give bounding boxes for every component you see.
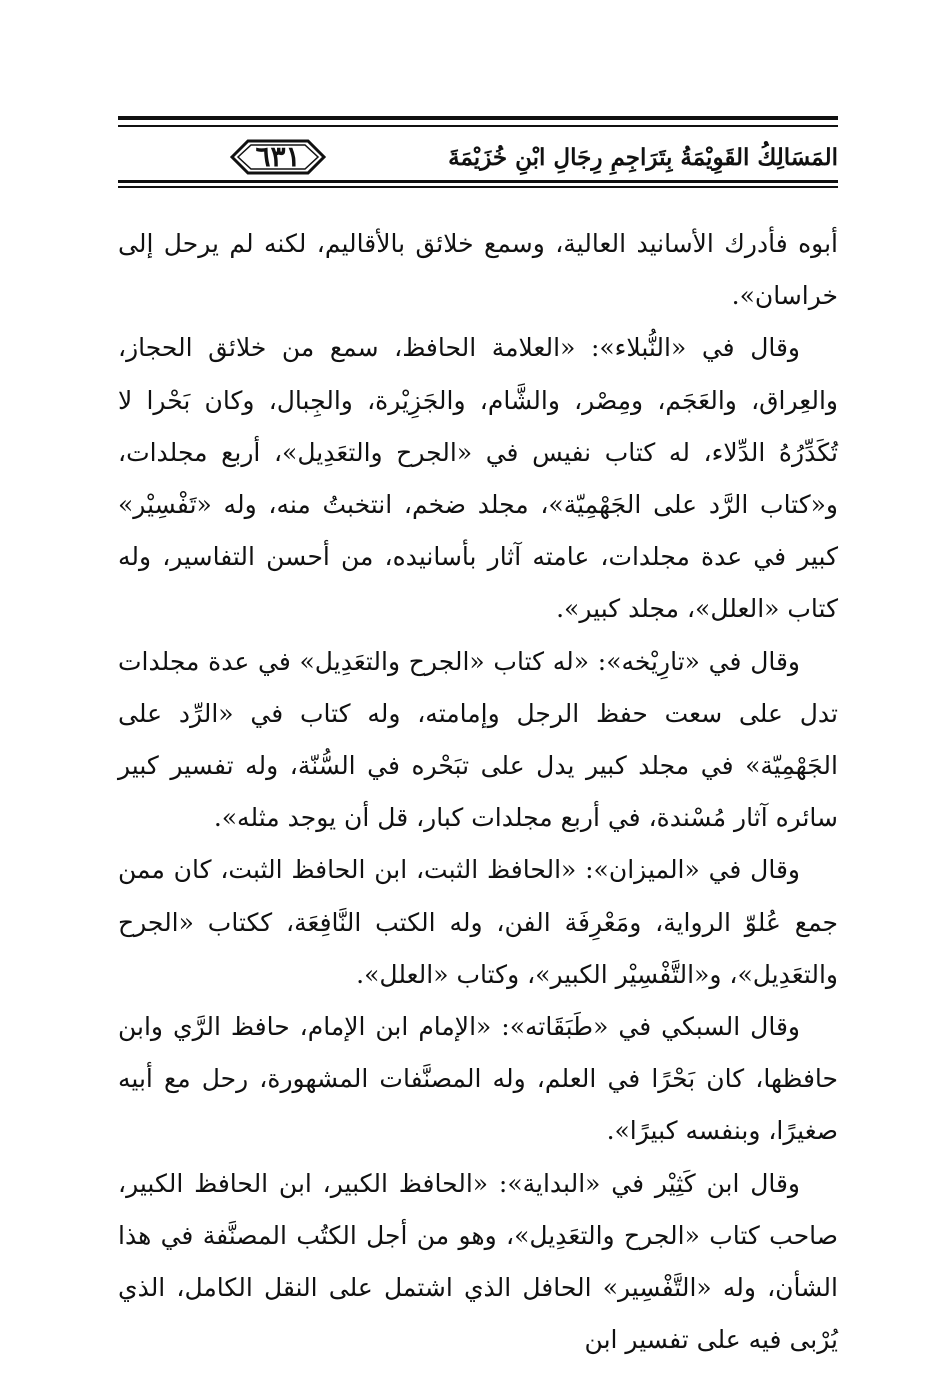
paragraph-tarikh-quote: وقال في «تارِيْخه»: «له كتاب «الجرح والتعَدِيل» في عدة مجلدات تدل على سعت حفظ الرجل وإمامته، وله كتاب في «الرِّد على الجَهْمِيّة» في مجلد كبير يدل على تبَحْره في السُّنّة، وله تفسير كبير سائره آثار مُسْندة، في أربع مجلدات كبار، قل أن يوجد مثله». xyxy=(118,646,838,833)
header-bottom-thin-rule xyxy=(118,186,838,188)
running-title: المَسَالِكُ القَوِيْمَةُ بِتَرَاجِمِ رِجَالِ ابْنِ خُزَيْمَةَ xyxy=(448,144,838,171)
page-number-badge xyxy=(230,137,326,177)
page-header xyxy=(118,116,838,192)
paragraph-continuation: أبوه فأدرك الأسانيد العالية، وسمع خلائق بالأقاليم، لكنه لم يرحل إلى خراسان». xyxy=(118,229,838,311)
header-top-rule xyxy=(118,116,838,120)
header-top-thin-rule xyxy=(118,125,838,127)
header-bottom-rule xyxy=(118,180,838,183)
page-body xyxy=(118,218,838,1366)
paragraph-nubala-quote: وقال في «النُّبلاء»: «العلامة الحافظ، سمع من خلائق الحجاز، والعِراق، والعَجَم، ومِصْر، والشَّام، والجَزِيْرة، والجِبال، وكان بَحْرا لا تُكَدِّرُهُ الدِّلاء، له كتاب نفيس في «الجرح والتعَدِيل»، أربع مجلدات، و«كتاب الرَّد على الجَهْمِيّة»، مجلد ضخم، انتخبتُ منه، وله «تَفْسِيْر» كبير في عدة مجلدات، عامته آثار بأسانيده، من أحسن التفاسير، وله كتاب «العلل»، مجلد كبير». xyxy=(118,333,838,624)
paragraph-mizan-quote: وقال في «الميزان»: «الحافظ الثبت، ابن الحافظ الثبت، كان ممن جمع عُلوّ الرواية، ومَعْرِفَة الفن، وله الكتب النَّافِعَة، ككتاب «الجرح والتعَدِيل»، و«التَّفْسِيْر الكبير»، وكتاب «العلل». xyxy=(118,855,838,989)
paragraph-subki-quote: وقال السبكي في «طَبَقَاته»: «الإمام ابن الإمام، حافظ الرَّي وابن حافظها، كان بَحْرًا في العلم، وله المصنَّفات المشهورة، رحل مع أبيه صغيرًا، وبنفسه كبيرًا». xyxy=(118,1012,838,1146)
paragraph-bidaya-quote: وقال ابن كَثِيْر في «البداية»: «الحافظ الكبير، ابن الحافظ الكبير، صاحب كتاب «الجرح والتعَدِيل»، وهو من أجل الكتُب المصنَّفة في هذا الشأن، وله «التَّفْسِير» الحافل الذي اشتمل على النقل الكامل، الذي يُرْبى فيه على تفسير ابن xyxy=(118,1168,838,1355)
page-number: ٦٣١ xyxy=(255,140,301,173)
